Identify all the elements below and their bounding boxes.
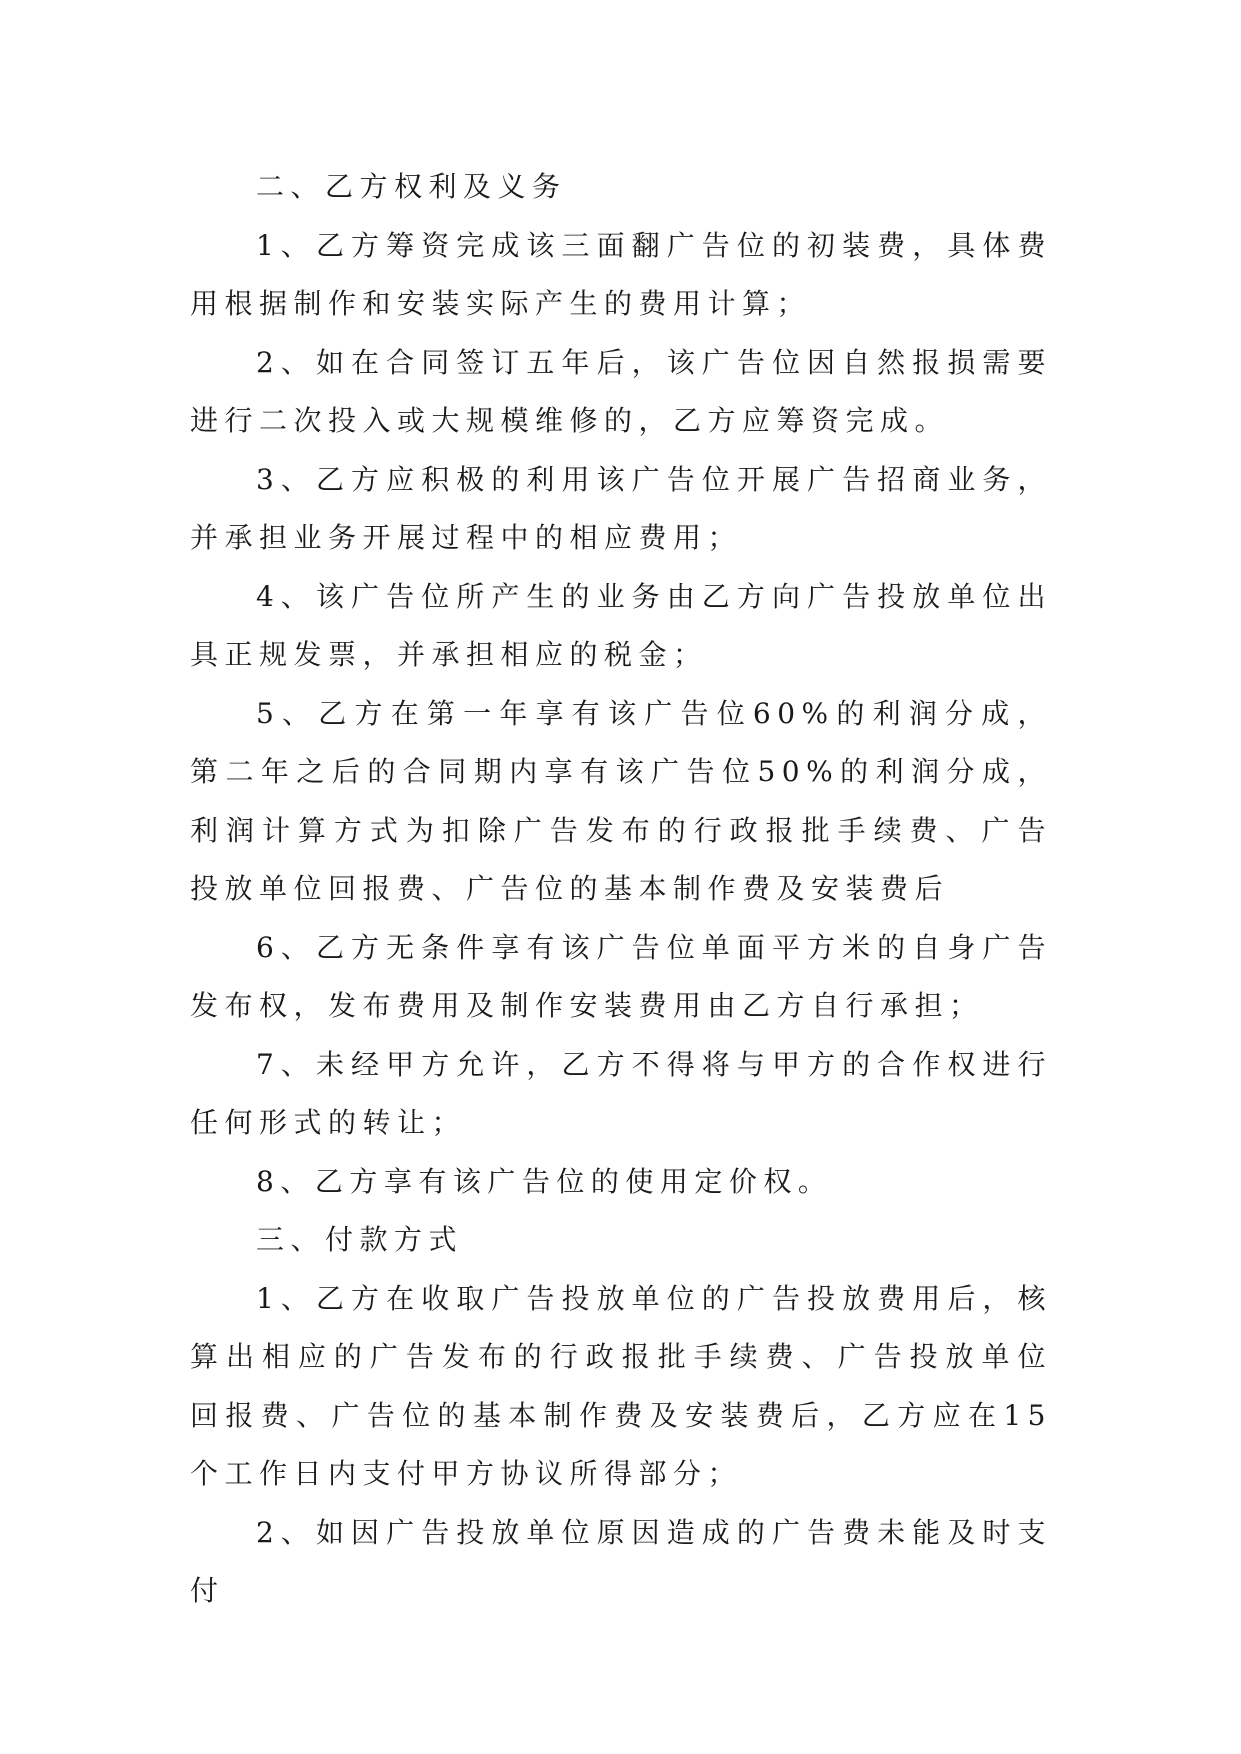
clause-2-5: 5、乙方在第一年享有该广告位60%的利润分成，第二年之后的合同期内享有该广告位50%的利润分成，利润计算方式为扣除广告发布的行政报批手续费、广告投放单位回报费、广告位的基本制作费及安装费后 xyxy=(190,696,1052,905)
clause-2-8: 8、乙方享有该广告位的使用定价权。 xyxy=(256,1164,833,1198)
clause-2-2: 2、如在合同签订五年后，该广告位因自然报损需要进行二次投入或大规模维修的，乙方应筹资完成。 xyxy=(190,345,1052,437)
clause-2-4: 4、该广告位所产生的业务由乙方向广告投放单位出具正规发票，并承担相应的税金； xyxy=(190,579,1052,671)
document-body xyxy=(190,158,1052,1621)
clause-3-1: 1、乙方在收取广告投放单位的广告投放费用后，核算出相应的广告发布的行政报批手续费、广告投放单位回报费、广告位的基本制作费及安装费后，乙方应在15个工作日内支付甲方协议所得部分； xyxy=(190,1281,1052,1490)
clause-2-6: 6、乙方无条件享有该广告位单面平方米的自身广告发布权，发布费用及制作安装费用由乙方自行承担； xyxy=(190,930,1052,1022)
section-heading-rights-obligations: 二、乙方权利及义务 xyxy=(256,170,567,203)
clause-2-3: 3、乙方应积极的利用该广告位开展广告招商业务，并承担业务开展过程中的相应费用； xyxy=(190,462,1052,554)
clause-3-2: 2、如因广告投放单位原因造成的广告费未能及时支付 xyxy=(190,1515,1052,1607)
section-heading-payment: 三、付款方式 xyxy=(256,1223,464,1256)
clause-2-1: 1、乙方筹资完成该三面翻广告位的初装费，具体费用根据制作和安装实际产生的费用计算； xyxy=(190,228,1052,320)
clause-2-7: 7、未经甲方允许，乙方不得将与甲方的合作权进行任何形式的转让； xyxy=(190,1047,1052,1139)
